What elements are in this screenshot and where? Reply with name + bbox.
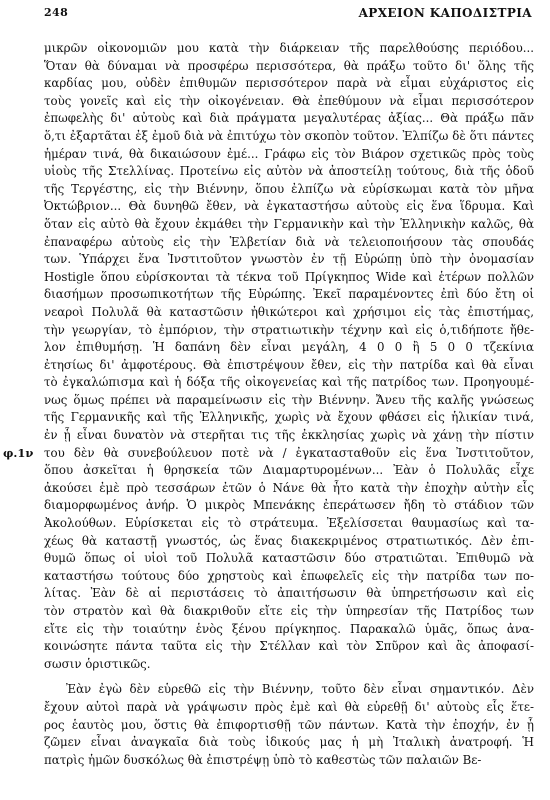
text-line: σωσιν ὁριστικῶς. bbox=[44, 656, 151, 671]
text-line: ἐπαναφέρω αὐτοὺς εἰς τὴν Ἑλβετίαν διὰ νὰ τελειοποιήσουν τὰς σπουδάς bbox=[44, 234, 534, 249]
folio-margin-note: φ.1ν bbox=[3, 445, 34, 460]
text-line: ἡμέραν τινά, θὰ δικαιώσουν ἐμέ... Γράφω εἰς τὸν Βιάρον σχετικῶς πρὸς τοὺς bbox=[44, 146, 534, 161]
body-text bbox=[44, 40, 534, 769]
text-line: νεαροὶ Πολυλᾶ θὰ καταστῶσιν ἠθικώτεροι καὶ χρήσιμοι εἰς τὰς ἐπιστήμας, bbox=[44, 304, 534, 319]
text-line: διαμορφωμένος ἀνήρ. Ὁ μικρὸς Μπενάκης ἐπεράτωσεν ἤδη τὸ στάδιον τῶν bbox=[44, 498, 534, 513]
text-line: υἱοὺς τῆς Στελλίνας. Προτείνω εἰς αὐτὸν νὰ ἀποστείλῃ τούτους, διὰ τῆς ὁδοῦ bbox=[44, 164, 534, 179]
text-line: νως ὅμως πρέπει νὰ παραμείνωσιν εἰς τὴν Βιέννην. Ἄνευ τῆς καλῆς γνώσεως bbox=[44, 392, 534, 407]
text-line: διασήμων προσωπικοτήτων τῆς Εὐρώπης. Ἐκεῖ παραμένοντες ἐπὶ δύο ἔτη οἱ bbox=[44, 287, 534, 302]
running-title: ΑΡΧΕΙΟΝ ΚΑΠΟΔΙΣΤΡΙΑ bbox=[358, 6, 532, 20]
text-line: κοινώσητε πάντα ταῦτα εἰς τὴν Στέλλαν καὶ τὸν Σπῦρον καὶ ἂς ἀποφασί- bbox=[44, 639, 534, 654]
text-line: ἀκούσει ἐμὲ πρὸ τεσσάρων ἐτῶν ὁ Νάνε θὰ ἦτο κατὰ τὴν ἐποχὴν αὐτὴν εἷς bbox=[44, 480, 534, 495]
text-line: Hostigle ὅπου εὑρίσκονται τὰ τέκνα τοῦ Πρίγκηπος Wide καὶ ἑτέρων πολλῶν bbox=[44, 269, 534, 284]
paragraph-1 bbox=[44, 40, 534, 673]
text-line: τῆς Γερμανικῆς καὶ τῆς Ἑλληνικῆς, χωρὶς νὰ ἔχουν φθάσει εἰς ἡλικίαν τινά, bbox=[44, 410, 534, 425]
page-number: 248 bbox=[44, 6, 69, 19]
text-line: χέως θὰ καταστῇ γνωστός, ὡς ἕνας διακεκριμένος στρατιωτικός. Δὲν ἐπι- bbox=[44, 533, 534, 548]
text-line: ἔχουν αὐτοὶ παρὰ νὰ γράψωσιν πρὸς ἐμὲ καὶ θὰ εὑρεθῇ δι' αὐτοὺς εἷς ἕτε- bbox=[44, 699, 534, 714]
text-line: των. Ὑπάρχει ἕνα Ἰνστιτοῦτον γνωστὸν ἐν τῇ Εὐρώπῃ ὑπὸ τὴν ὀνομασίαν bbox=[44, 252, 534, 267]
text-line: ὅπου ἀσκεῖται ἡ θρησκεία τῶν Διαμαρτυρομένων... Ἐὰν ὁ Πολυλᾶς εἶχε bbox=[44, 463, 534, 478]
text-line: Ἀκολούθων. Εὑρίσκεται εἰς τὸ στράτευμα. Ἐξελίσσεται θαυμασίως καὶ τα- bbox=[44, 516, 534, 531]
text-line: τὸ ἐγκαλώπισμα καὶ ἡ δόξα τῆς οἰκογενείας καὶ τῆς πατρίδος των. Προηγουμέ- bbox=[44, 375, 534, 390]
text-line: καταστήσω τούτους δύο χρηστοὺς καὶ ἐπωφελεῖς εἰς τὴν πατρίδα των πο- bbox=[44, 568, 534, 583]
text-line: Ὀκτώβριον... Θὰ δυνηθῶ ἔθεν, νὰ ἐγκαταστήσω αὐτοὺς εἰς ἕνα ἵδρυμα. Καὶ bbox=[44, 199, 534, 214]
text-line: μικρῶν οἰκονομιῶν μου κατὰ τὴν διάρκειαν τῆς παρελθούσης περιόδου... bbox=[44, 41, 534, 55]
text-line: καρδίας μου, οὐδὲν ἐπιθυμῶν περισσότερον παρὰ νὰ εἶμαι εὐχάριστος εἰς bbox=[44, 76, 534, 91]
text-line: εἴτε εἰς τὴν τοιαύτην ἑνὸς ξένου πρίγκηπος. Παρακαλῶ ὑμᾶς, ὅπως ἀνα- bbox=[44, 621, 534, 636]
text-line: τῆς Τεργέστης, εἰς τὴν Βιέννην, ὅπου ἐλπίζω νὰ εὑρίσκωμαι κατὰ τὸν μῆνα bbox=[44, 181, 534, 196]
text-line: θυμῶ ὅπως οἱ υἱοὶ τοῦ Πολυλᾶ καταστῶσιν δύο στρατιῶται. Ἐπιθυμῶ νὰ bbox=[44, 551, 534, 566]
text-line: τοὺς γονεῖς καὶ εἰς τὴν οἰκογένειαν. Θὰ ἐπεθύμουν νὰ εἶμαι περισσότερον bbox=[44, 93, 534, 108]
text-line: Ἐὰν ἐγὼ δὲν εὑρεθῶ εἰς τὴν Βιέννην, τοῦτο δὲν εἶναι σημαντικόν. Δὲν bbox=[66, 682, 534, 697]
text-line: τὸν στρατὸν καὶ θὰ διακριθοῦν εἴτε εἰς τὴν ὑπηρεσίαν τῆς Πατρίδος των bbox=[44, 604, 534, 618]
text-line: λίτας. Ἐὰν δὲ αἱ περιστάσεις τὸ ἀπαιτήσωσιν θὰ ὑπηρετήσωσιν καὶ εἰς bbox=[44, 586, 534, 601]
text-line: πατρὶς ἡμῶν δυσκόλως θὰ ἐπιστρέψῃ ὑπὸ τὸ καθεστὼς τῶν παλαιῶν Βε- bbox=[44, 752, 482, 767]
text-line: ἐπωφελὴς δι' αὐτοὺς καὶ διὰ πράγματα μεγαλυτέρας ἀξίας... Θὰ πράξω πᾶν bbox=[44, 111, 534, 126]
text-line: ρος ἑαυτὸς μου, ὅστις θὰ ἐπιφορτισθῇ τῶν πάντων. Κατὰ τὴν ἐποχήν, ἐν ᾗ bbox=[44, 717, 534, 732]
text-line: ὅταν εἰς αὐτὸ θὰ ἔχουν ἐκμάθει τὴν Γερμανικὴν καὶ τὴν Ἑλληνικὴν καλῶς, θὰ bbox=[44, 216, 534, 231]
text-line: ὅ,τι ἐξαρτᾶται ἐξ ἐμοῦ διὰ νὰ ἐπιτύχω τὸν σκοπὸν τοῦτον. Ἐλπίζω δὲ ὅτι πάντες bbox=[44, 128, 534, 143]
text-line: λον ἐπιθυμήσῃ. Ἡ δαπάνη δὲν εἶναι μεγάλη, 4 0 0 ἢ 5 0 0 τζεκίνια bbox=[44, 340, 534, 355]
text-line: ἐτησίως δι' ἀμφοτέρους. Θὰ ἐπιστρέψουν ἔθεν, εἰς τὴν πατρίδα καὶ θὰ εἶναι bbox=[44, 357, 534, 372]
text-line: ἐν ᾗ εἶναι δυνατὸν νὰ στερῆται τις τῆς ἐκκλησίας χωρὶς νὰ χάνῃ τὴν πίστιν bbox=[44, 428, 534, 443]
text-line: τὴν γεωργίαν, τὸ ἐμπόριον, τὴν στρατιωτικὴν τέχνην καὶ εἰς ὁ,τιδήποτε ἤθε- bbox=[44, 322, 534, 337]
paragraph-2 bbox=[44, 681, 534, 769]
text-line: ζῶμεν εἶναι ἀναγκαῖα διὰ τοὺς ἰδικούς μας ἡ μὴ Ἰταλικὴ ἀνατροφή. Ἡ bbox=[44, 735, 534, 750]
paragraph-gap bbox=[44, 673, 534, 681]
text-line: Ὅταν θὰ δύναμαι νὰ προσφέρω περισσότερα, θὰ πράξω τοῦτο δι' ὅλης τῆς bbox=[44, 58, 534, 73]
text-line: του δὲν θὰ συνεβούλευον ποτὲ νὰ / ἐγκατασταθοῦν εἰς ἕνα Ἰνστιτοῦτον, bbox=[44, 445, 534, 460]
page-header bbox=[44, 6, 532, 22]
